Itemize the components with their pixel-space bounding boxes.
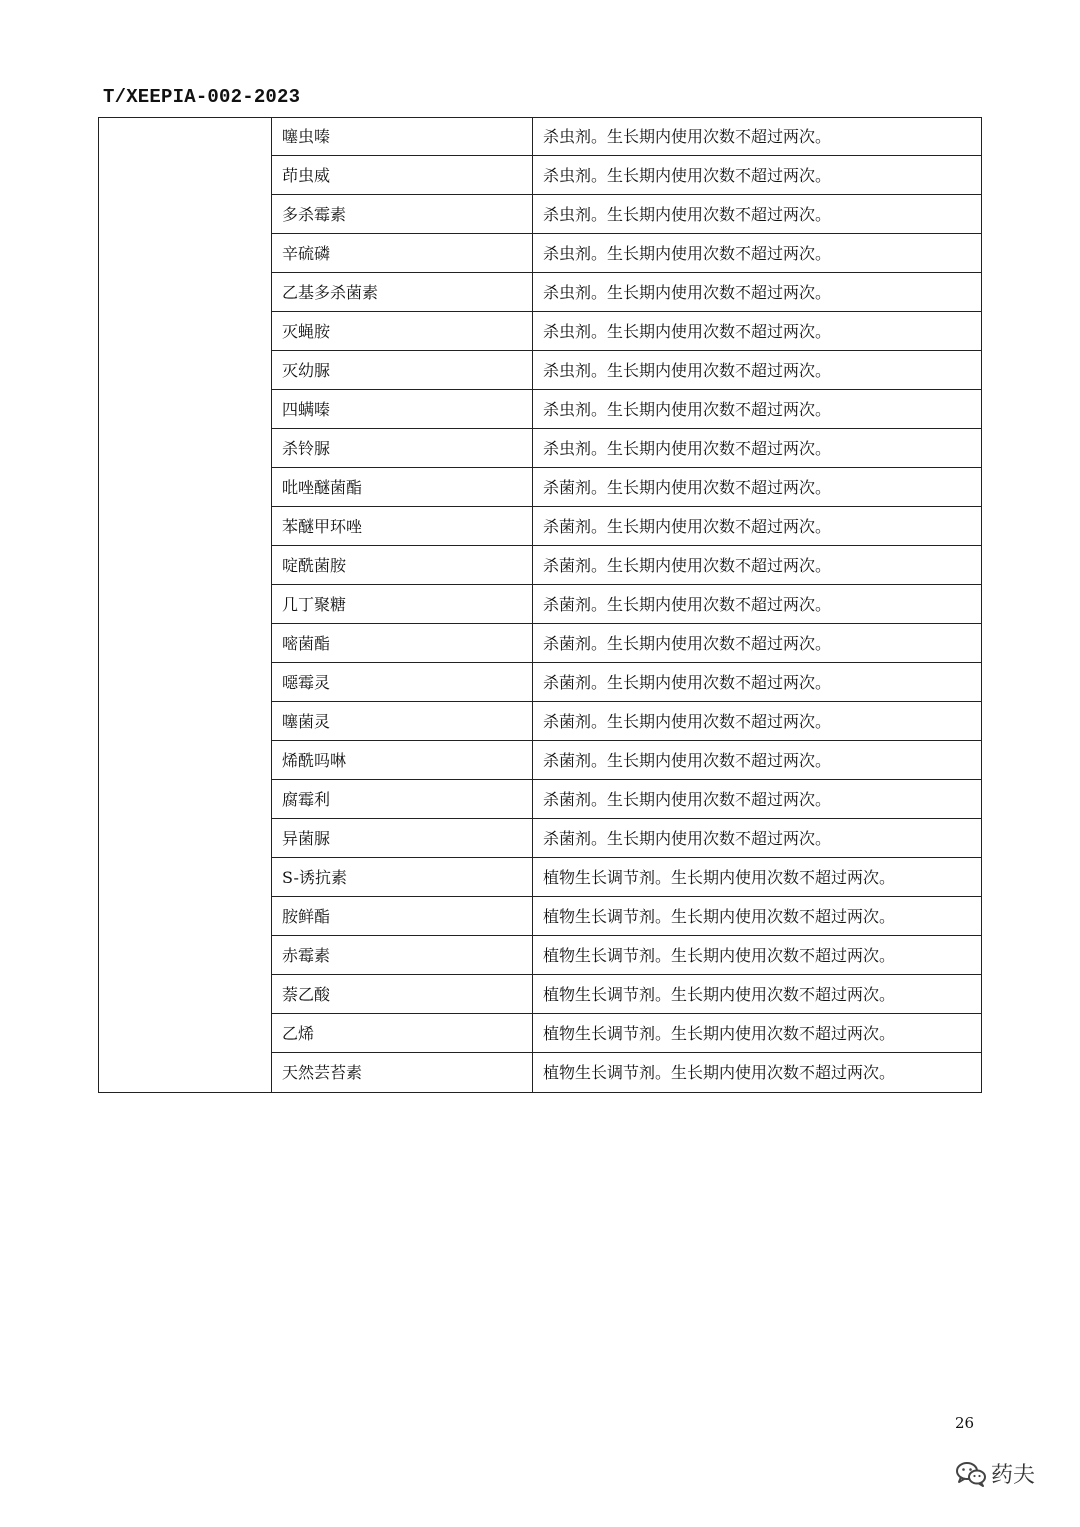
table-row — [272, 702, 982, 741]
table-row — [272, 273, 982, 312]
table-row — [272, 546, 982, 585]
usage-note: 植物生长调节剂。生长期内使用次数不超过两次。 — [543, 1063, 896, 1082]
pesticide-name: 烯酰吗啉 — [272, 741, 533, 779]
pesticide-name: 噻虫嗪 — [272, 117, 533, 155]
pesticide-name: 噻菌灵 — [272, 702, 533, 740]
table-row — [272, 156, 982, 195]
pesticide-name: 灭蝇胺 — [272, 312, 533, 350]
document-code: T/XEEPIA-002-2023 — [103, 86, 301, 108]
pesticide-name: 杀铃脲 — [272, 429, 533, 467]
usage-note: 杀菌剂。生长期内使用次数不超过两次。 — [543, 790, 832, 809]
table-row — [272, 468, 982, 507]
table-row — [272, 351, 982, 390]
pesticide-name: 苯醚甲环唑 — [272, 507, 533, 545]
usage-note: 杀虫剂。生长期内使用次数不超过两次。 — [543, 361, 832, 380]
table-row — [272, 975, 982, 1014]
usage-note: 杀菌剂。生长期内使用次数不超过两次。 — [543, 595, 832, 614]
pesticide-name: 赤霉素 — [272, 936, 533, 974]
pesticide-name: 啶酰菌胺 — [272, 546, 533, 584]
pesticide-name: 几丁聚糖 — [272, 585, 533, 623]
table-row — [272, 819, 982, 858]
pesticide-name: 乙烯 — [272, 1014, 533, 1052]
usage-note: 杀菌剂。生长期内使用次数不超过两次。 — [543, 673, 832, 692]
usage-note: 杀菌剂。生长期内使用次数不超过两次。 — [543, 751, 832, 770]
usage-note: 杀菌剂。生长期内使用次数不超过两次。 — [543, 556, 832, 575]
watermark — [955, 1458, 1035, 1489]
table-row — [272, 117, 982, 156]
usage-note: 杀虫剂。生长期内使用次数不超过两次。 — [543, 322, 832, 341]
table-row — [272, 507, 982, 546]
usage-note: 杀虫剂。生长期内使用次数不超过两次。 — [543, 439, 832, 458]
table-row — [272, 780, 982, 819]
pesticide-name: 异菌脲 — [272, 819, 533, 857]
pesticide-name: S-诱抗素 — [272, 858, 533, 896]
usage-note: 杀菌剂。生长期内使用次数不超过两次。 — [543, 634, 832, 653]
table-row — [272, 1053, 982, 1092]
pesticide-name: 乙基多杀菌素 — [272, 273, 533, 311]
usage-note: 杀菌剂。生长期内使用次数不超过两次。 — [543, 712, 832, 731]
table-row — [272, 234, 982, 273]
usage-note: 杀虫剂。生长期内使用次数不超过两次。 — [543, 166, 832, 185]
pesticide-name: 噁霉灵 — [272, 663, 533, 701]
pesticide-name: 嘧菌酯 — [272, 624, 533, 662]
pesticide-name: 多杀霉素 — [272, 195, 533, 233]
pesticide-name: 灭幼脲 — [272, 351, 533, 389]
table-row — [272, 312, 982, 351]
usage-note: 杀虫剂。生长期内使用次数不超过两次。 — [543, 244, 832, 263]
pesticide-name: 胺鲜酯 — [272, 897, 533, 935]
pesticide-name: 天然芸苔素 — [272, 1053, 533, 1092]
usage-note: 杀虫剂。生长期内使用次数不超过两次。 — [543, 283, 832, 302]
pesticide-name: 辛硫磷 — [272, 234, 533, 272]
table-row — [272, 1014, 982, 1053]
usage-note: 植物生长调节剂。生长期内使用次数不超过两次。 — [543, 1024, 896, 1043]
usage-note: 植物生长调节剂。生长期内使用次数不超过两次。 — [543, 985, 896, 1004]
table-row — [272, 936, 982, 975]
pesticide-name: 茚虫威 — [272, 156, 533, 194]
pesticide-name: 萘乙酸 — [272, 975, 533, 1013]
wechat-icon — [955, 1461, 987, 1487]
usage-note: 杀虫剂。生长期内使用次数不超过两次。 — [543, 127, 832, 146]
usage-note: 杀菌剂。生长期内使用次数不超过两次。 — [543, 829, 832, 848]
usage-note: 杀虫剂。生长期内使用次数不超过两次。 — [543, 205, 832, 224]
pesticide-name: 四螨嗪 — [272, 390, 533, 428]
usage-note: 杀虫剂。生长期内使用次数不超过两次。 — [543, 400, 832, 419]
table-row — [272, 897, 982, 936]
table-row — [272, 624, 982, 663]
table-row — [272, 858, 982, 897]
watermark-text: 药夫 — [991, 1463, 1036, 1488]
table-row — [272, 663, 982, 702]
table-row — [272, 195, 982, 234]
table-row — [272, 390, 982, 429]
page-number: 26 — [955, 1414, 975, 1432]
table-row — [272, 429, 982, 468]
usage-note: 杀菌剂。生长期内使用次数不超过两次。 — [543, 478, 832, 497]
table-row — [272, 741, 982, 780]
usage-note: 植物生长调节剂。生长期内使用次数不超过两次。 — [543, 946, 896, 965]
usage-note: 杀菌剂。生长期内使用次数不超过两次。 — [543, 517, 832, 536]
category-column-empty — [98, 117, 272, 1093]
usage-note: 植物生长调节剂。生长期内使用次数不超过两次。 — [543, 907, 896, 926]
usage-note: 植物生长调节剂。生长期内使用次数不超过两次。 — [543, 868, 896, 887]
table-row — [272, 585, 982, 624]
table-body — [272, 117, 982, 1092]
pesticide-name: 腐霉利 — [272, 780, 533, 818]
pesticide-name: 吡唑醚菌酯 — [272, 468, 533, 506]
